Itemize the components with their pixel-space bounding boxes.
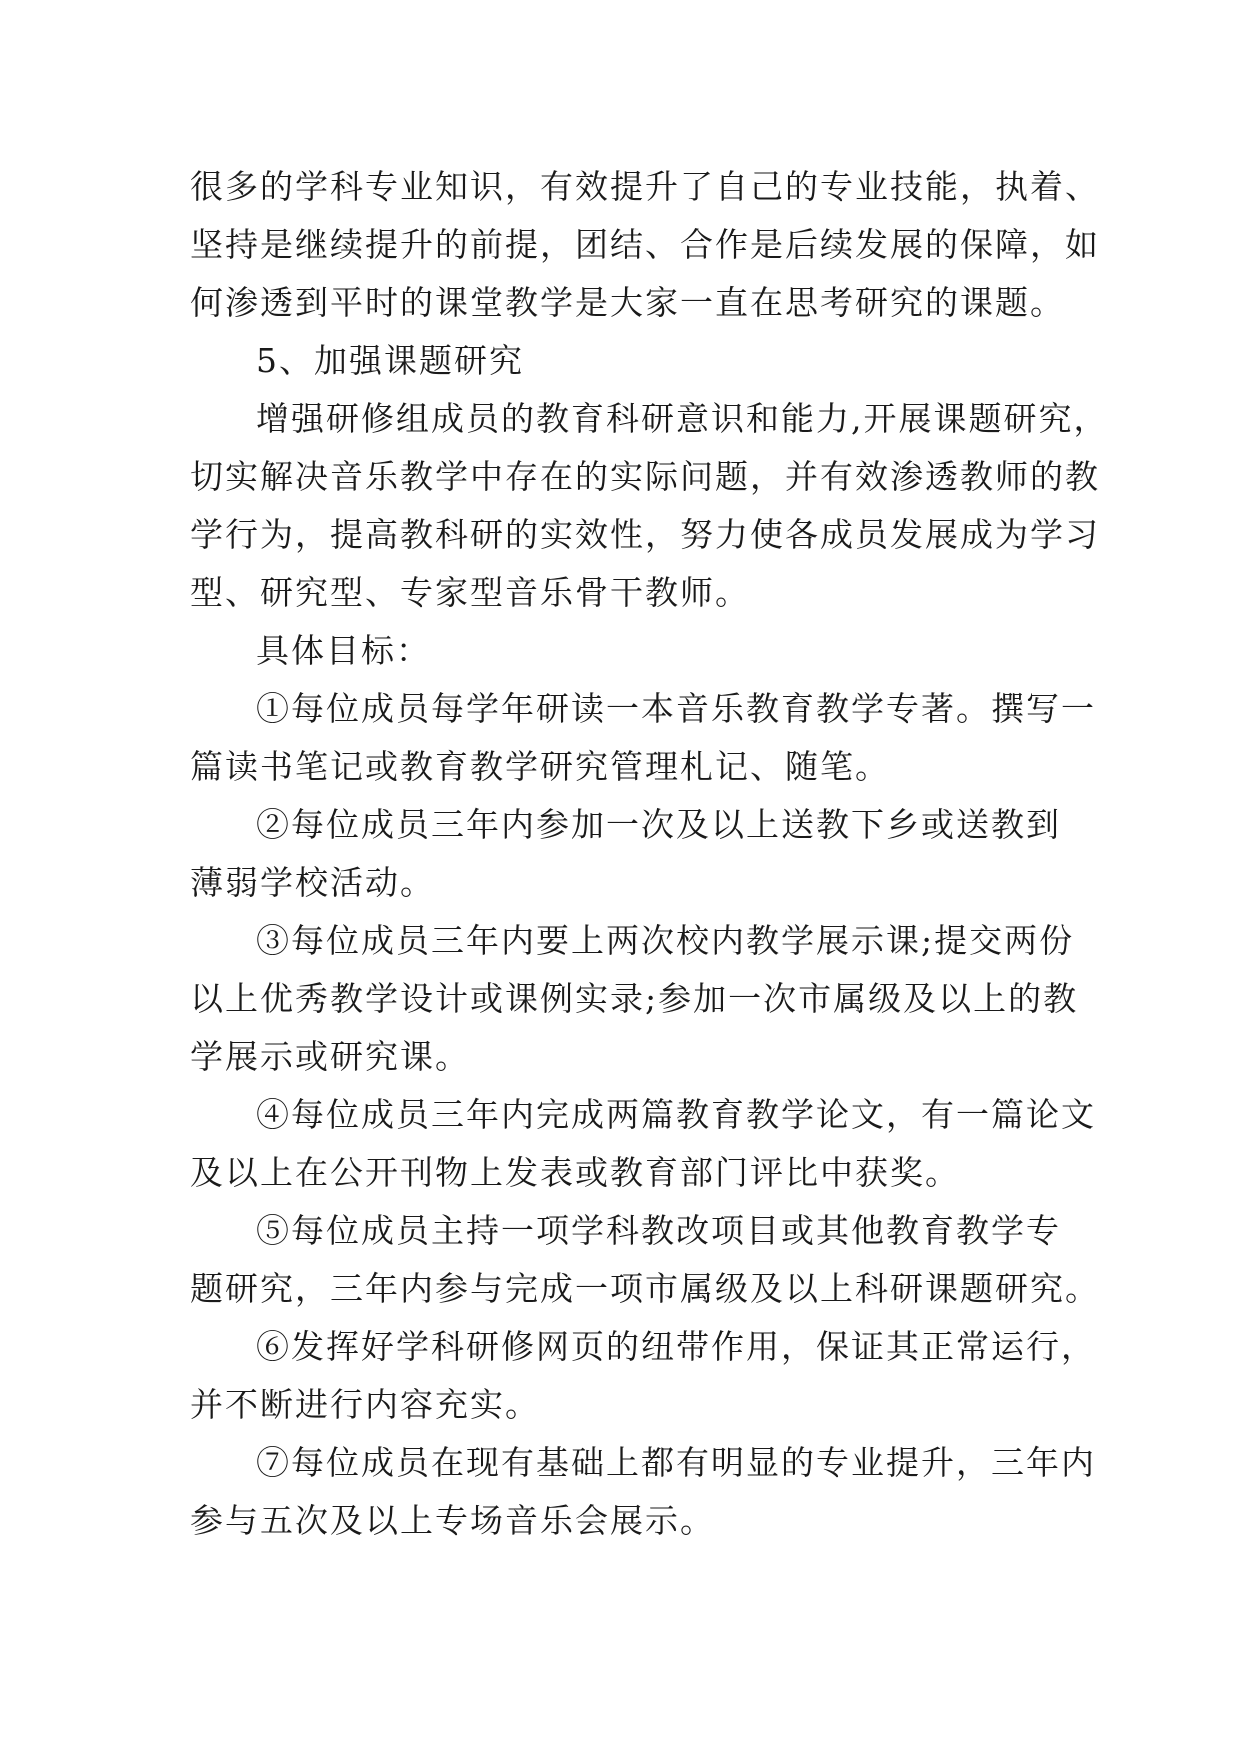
goal-item-line: ⑦每位成员在现有基础上都有明显的专业提升，三年内 — [256, 1443, 1096, 1482]
goal-item-line: 薄弱学校活动。 — [190, 863, 435, 902]
paragraph-line: 增强研修组成员的教育科研意识和能力,开展课题研究， — [256, 399, 1109, 438]
goal-item-line: 以上优秀教学设计或课例实录;参加一次市属级及以上的教 — [190, 979, 1079, 1018]
paragraph-line: 何渗透到平时的课堂教学是大家一直在思考研究的课题。 — [190, 283, 1065, 322]
paragraph-line: 型、研究型、专家型音乐骨干教师。 — [190, 573, 750, 612]
goal-item-line: ①每位成员每学年研读一本音乐教育教学专著。撰写一 — [256, 689, 1096, 728]
goals-heading: 具体目标： — [256, 631, 431, 670]
section-heading: 5、加强课题研究 — [256, 341, 524, 380]
goal-item-line: 篇读书笔记或教育教学研究管理札记、随笔。 — [190, 747, 890, 786]
goal-item-line: 题研究，三年内参与完成一项市属级及以上科研课题研究。 — [190, 1269, 1100, 1308]
paragraph-line: 切实解决音乐教学中存在的实际问题，并有效渗透教师的教 — [190, 457, 1100, 496]
goal-item-line: ⑤每位成员主持一项学科教改项目或其他教育教学专 — [256, 1211, 1061, 1250]
goal-item-line: ⑥发挥好学科研修网页的纽带作用，保证其正常运行， — [256, 1327, 1096, 1366]
goal-item-line: 并不断进行内容充实。 — [190, 1385, 540, 1424]
paragraph-line: 很多的学科专业知识，有效提升了自己的专业技能，执着、 — [190, 167, 1100, 206]
paragraph-line: 学行为，提高教科研的实效性，努力使各成员发展成为学习 — [190, 515, 1100, 554]
body-text — [190, 158, 1109, 1550]
goal-item-line: 学展示或研究课。 — [190, 1037, 470, 1076]
goal-item-line: ③每位成员三年内要上两次校内教学展示课;提交两份 — [256, 921, 1075, 960]
goal-item-line: ④每位成员三年内完成两篇教育教学论文，有一篇论文 — [256, 1095, 1096, 1134]
paragraph-line: 坚持是继续提升的前提，团结、合作是后续发展的保障，如 — [190, 225, 1100, 264]
goal-item-line: ②每位成员三年内参加一次及以上送教下乡或送教到 — [256, 805, 1061, 844]
goal-item-line: 及以上在公开刊物上发表或教育部门评比中获奖。 — [190, 1153, 960, 1192]
goal-item-line: 参与五次及以上专场音乐会展示。 — [190, 1501, 715, 1540]
